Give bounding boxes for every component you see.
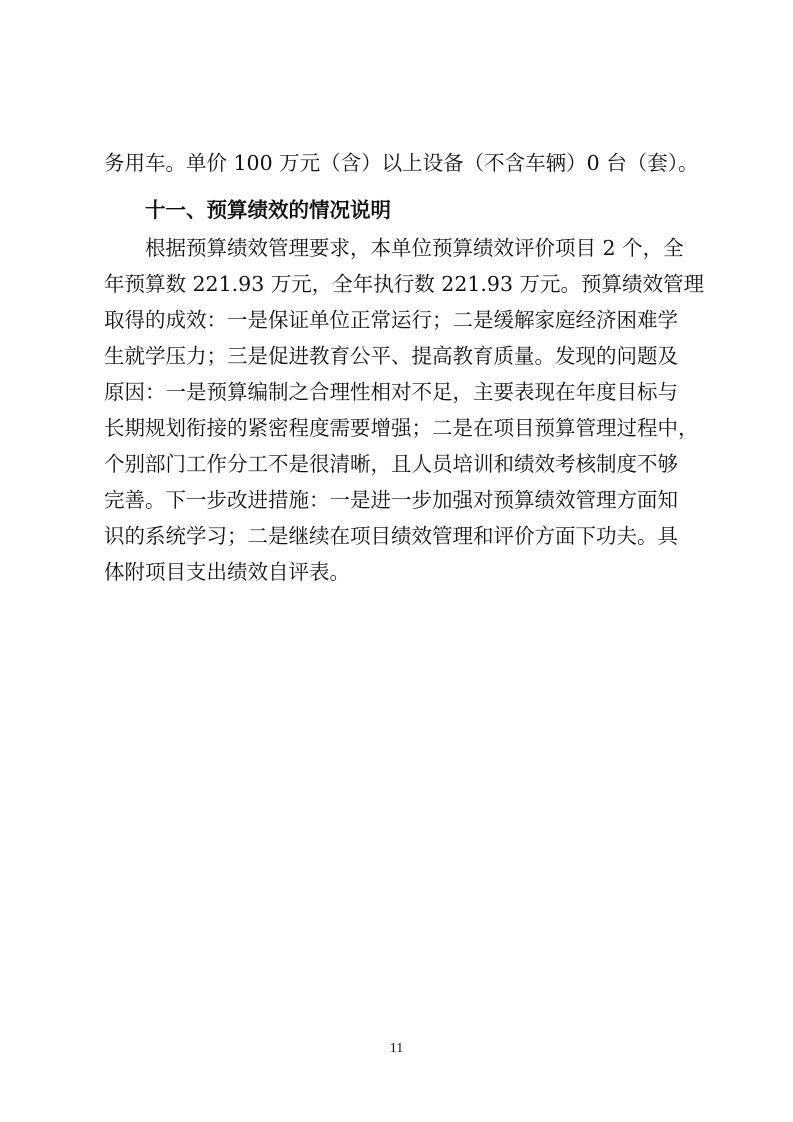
paragraph-line: 取得的成效：一是保证单位正常运行；二是缓解家庭经济困难学 bbox=[104, 308, 678, 332]
paragraph-line: 个别部门工作分工不是很清晰，且人员培训和绩效考核制度不够 bbox=[104, 452, 678, 476]
paragraph-line: 体附项目支出绩效自评表。 bbox=[104, 560, 350, 584]
continuation-line: 务用车。单价 100 万元（含）以上设备（不含车辆）0 台（套）。 bbox=[104, 151, 699, 175]
paragraph-line: 年预算数 221.93 万元，全年执行数 221.93 万元。预算绩效管理 bbox=[104, 272, 704, 296]
paragraph-line: 根据预算绩效管理要求，本单位预算绩效评价项目 2 个，全 bbox=[145, 236, 684, 260]
section-heading: 十一、预算绩效的情况说明 bbox=[145, 198, 391, 222]
paragraph-line: 生就学压力；三是促进教育公平、提高教育质量。发现的问题及 bbox=[104, 344, 678, 368]
paragraph-line: 完善。下一步改进措施：一是进一步加强对预算绩效管理方面知 bbox=[104, 488, 678, 512]
paragraph-line: 识的系统学习；二是继续在项目绩效管理和评价方面下功夫。具 bbox=[104, 524, 678, 548]
paragraph-line: 原因：一是预算编制之合理性相对不足，主要表现在年度目标与 bbox=[104, 380, 678, 404]
page-number: 11 bbox=[389, 1041, 404, 1056]
paragraph-line: 长期规划衔接的紧密程度需要增强；二是在项目预算管理过程中， bbox=[104, 416, 699, 440]
